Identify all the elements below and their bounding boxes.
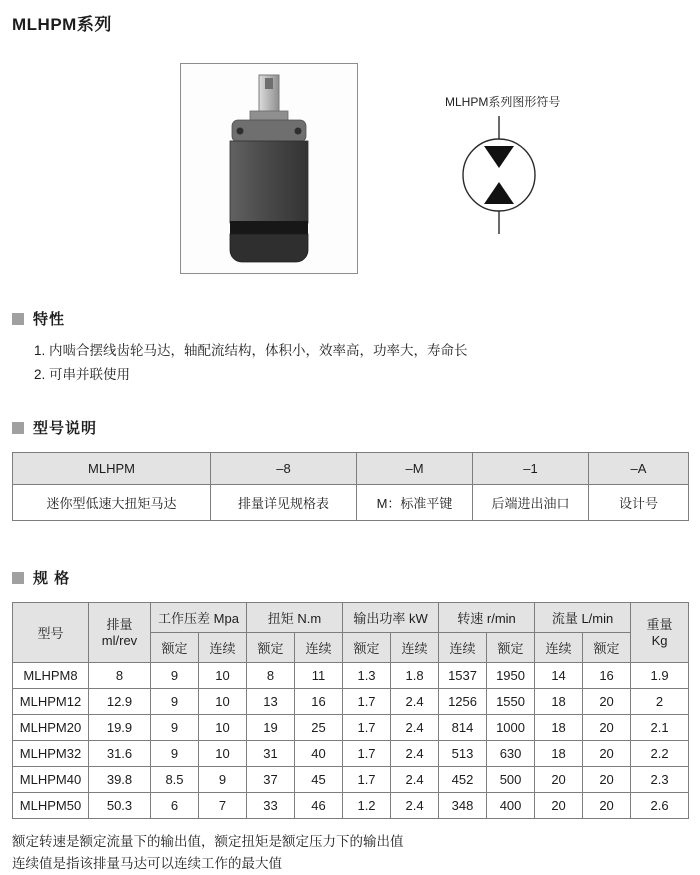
- spec-value-cell: 513: [439, 741, 487, 767]
- hero-section: [12, 63, 688, 276]
- spec-header-torque: 扭矩 N.m: [247, 603, 343, 633]
- spec-value-cell: 39.8: [89, 767, 151, 793]
- model-table-desc-row: [13, 485, 689, 521]
- spec-subheader-cell: 连续: [199, 633, 247, 663]
- flange-bolt: [237, 127, 244, 134]
- spec-value-cell: 1.7: [343, 715, 391, 741]
- spec-header-displacement-l1: 排量: [106, 616, 133, 632]
- spec-header-pressure: 工作压差 Mpa: [151, 603, 247, 633]
- spec-value-cell: 11: [295, 663, 343, 689]
- spec-value-cell: 9: [151, 663, 199, 689]
- model-header-cell: MLHPM: [13, 453, 211, 485]
- model-table-header-row: [13, 453, 689, 485]
- spec-value-cell: 1000: [487, 715, 535, 741]
- motor-product-image: [194, 69, 344, 269]
- spec-value-cell: 1.7: [343, 741, 391, 767]
- spec-value-cell: 1.7: [343, 689, 391, 715]
- spec-subheader-cell: 连续: [391, 633, 439, 663]
- spec-model-cell: MLHPM20: [13, 715, 89, 741]
- symbol-caption: MLHPM系列图形符号: [445, 95, 561, 109]
- product-photo-frame: [180, 63, 358, 274]
- spec-value-cell: 9: [151, 689, 199, 715]
- spec-value-cell: 20: [583, 767, 631, 793]
- spec-value-cell: 20: [583, 793, 631, 819]
- spec-subheader-cell: 连续: [535, 633, 583, 663]
- spec-header-speed: 转速 r/min: [439, 603, 535, 633]
- spec-row: [13, 663, 689, 689]
- spec-value-cell: 20: [583, 715, 631, 741]
- spec-value-cell: 14: [535, 663, 583, 689]
- feature-item: 1. 内啮合摆线齿轮马达，轴配流结构，体积小，效率高，功率大，寿命长: [34, 343, 468, 358]
- spec-value-cell: 18: [535, 715, 583, 741]
- spec-value-cell: 8.5: [151, 767, 199, 793]
- spec-header-row-1: [13, 603, 689, 633]
- spec-model-cell: MLHPM8: [13, 663, 89, 689]
- spec-value-cell: 45: [295, 767, 343, 793]
- spec-row: [13, 741, 689, 767]
- spec-value-cell: 9: [151, 715, 199, 741]
- spec-header-weight-l1: 重量: [646, 616, 673, 632]
- spec-value-cell: 1537: [439, 663, 487, 689]
- spec-value-cell: 16: [583, 663, 631, 689]
- spec-row: [13, 767, 689, 793]
- section-bullet-icon: [12, 572, 24, 584]
- spec-value-cell: 19: [247, 715, 295, 741]
- model-desc-cell: 后端进出油口: [473, 485, 589, 521]
- spec-header-weight: [631, 603, 689, 663]
- footnotes: [12, 831, 688, 875]
- model-header-cell: –8: [211, 453, 357, 485]
- spec-value-cell: 20: [583, 689, 631, 715]
- spec-value-cell: 630: [487, 741, 535, 767]
- spec-value-cell: 2.4: [391, 741, 439, 767]
- spec-subheader-cell: 额定: [487, 633, 535, 663]
- model-desc-cell: 设计号: [589, 485, 689, 521]
- spec-value-cell: 18: [535, 689, 583, 715]
- motor-end-cap: [230, 234, 308, 262]
- spec-value-cell: 452: [439, 767, 487, 793]
- spec-value-cell: 814: [439, 715, 487, 741]
- features-heading: [12, 308, 688, 329]
- spec-value-cell: 13: [247, 689, 295, 715]
- spec-value-cell: 1.9: [631, 663, 689, 689]
- spec-header-weight-l2: Kg: [651, 632, 668, 648]
- model-heading-text: 型号说明: [33, 420, 98, 437]
- spec-value-cell: 20: [535, 767, 583, 793]
- model-header-cell: –M: [357, 453, 473, 485]
- spec-subheader-cell: 额定: [151, 633, 199, 663]
- spec-value-cell: 33: [247, 793, 295, 819]
- spec-value-cell: 7: [199, 793, 247, 819]
- spec-value-cell: 19.9: [89, 715, 151, 741]
- spec-value-cell: 2.1: [631, 715, 689, 741]
- spec-value-cell: 10: [199, 663, 247, 689]
- features-heading-text: 特性: [33, 311, 66, 328]
- motor-seal-band: [230, 221, 308, 234]
- spec-value-cell: 10: [199, 689, 247, 715]
- hydraulic-motor-symbol: [437, 116, 561, 234]
- spec-row: [13, 715, 689, 741]
- spec-header-displacement-l2: ml/rev: [101, 632, 138, 648]
- spec-value-cell: 46: [295, 793, 343, 819]
- spec-model-cell: MLHPM50: [13, 793, 89, 819]
- spec-heading-text: 规 格: [33, 570, 71, 587]
- spec-value-cell: 1256: [439, 689, 487, 715]
- spec-value-cell: 2.4: [391, 767, 439, 793]
- spec-subheader-cell: 连续: [295, 633, 343, 663]
- spec-value-cell: 500: [487, 767, 535, 793]
- spec-value-cell: 1.2: [343, 793, 391, 819]
- spec-model-cell: MLHPM12: [13, 689, 89, 715]
- spec-value-cell: 1.8: [391, 663, 439, 689]
- spec-value-cell: 18: [535, 741, 583, 767]
- spec-subheader-cell: 额定: [583, 633, 631, 663]
- spec-model-cell: MLHPM32: [13, 741, 89, 767]
- feature-item: 2. 可串并联使用: [34, 367, 131, 382]
- spec-value-cell: 20: [535, 793, 583, 819]
- spec-value-cell: 348: [439, 793, 487, 819]
- spec-value-cell: 10: [199, 715, 247, 741]
- spec-value-cell: 1550: [487, 689, 535, 715]
- spec-value-cell: 12.9: [89, 689, 151, 715]
- spec-value-cell: 25: [295, 715, 343, 741]
- spec-value-cell: 20: [583, 741, 631, 767]
- spec-row: [13, 793, 689, 819]
- spec-header-flow: 流量 L/min: [535, 603, 631, 633]
- spec-value-cell: 2.4: [391, 793, 439, 819]
- spec-subheader-cell: 连续: [439, 633, 487, 663]
- shaft-collar: [250, 111, 288, 121]
- spec-row: [13, 689, 689, 715]
- page-title: MLHPM系列: [12, 15, 112, 34]
- spec-value-cell: 9: [151, 741, 199, 767]
- footnote-line: 额定转速是额定流量下的输出值，额定扭矩是额定压力下的输出值: [12, 834, 404, 849]
- spec-value-cell: 40: [295, 741, 343, 767]
- spec-value-cell: 2.2: [631, 741, 689, 767]
- spec-value-cell: 1.3: [343, 663, 391, 689]
- spec-table: [12, 602, 689, 819]
- spec-value-cell: 2: [631, 689, 689, 715]
- spec-value-cell: 9: [199, 767, 247, 793]
- spec-value-cell: 2.4: [391, 689, 439, 715]
- motor-body: [230, 141, 308, 223]
- model-heading: [12, 417, 688, 438]
- spec-header-power: 输出功率 kW: [343, 603, 439, 633]
- spec-value-cell: 400: [487, 793, 535, 819]
- spec-value-cell: 2.4: [391, 715, 439, 741]
- symbol-section: [437, 93, 587, 239]
- spec-subheader-cell: 额定: [247, 633, 295, 663]
- model-desc-cell: 排量详见规格表: [211, 485, 357, 521]
- spec-value-cell: 2.6: [631, 793, 689, 819]
- flange-bolt: [295, 127, 302, 134]
- spec-subheader-cell: 额定: [343, 633, 391, 663]
- spec-value-cell: 8: [89, 663, 151, 689]
- model-desc-cell: M：标准平键: [357, 485, 473, 521]
- spec-value-cell: 16: [295, 689, 343, 715]
- spec-value-cell: 31: [247, 741, 295, 767]
- spec-model-cell: MLHPM40: [13, 767, 89, 793]
- model-header-cell: –1: [473, 453, 589, 485]
- model-code-table: [12, 452, 689, 521]
- spec-value-cell: 2.3: [631, 767, 689, 793]
- spec-value-cell: 31.6: [89, 741, 151, 767]
- model-desc-cell: 迷你型低速大扭矩马达: [13, 485, 211, 521]
- spec-heading: [12, 567, 688, 588]
- footnote-line: 连续值是指该排量马达可以连续工作的最大值: [12, 856, 282, 871]
- model-header-cell: –A: [589, 453, 689, 485]
- spec-value-cell: 1950: [487, 663, 535, 689]
- spec-value-cell: 50.3: [89, 793, 151, 819]
- spec-value-cell: 10: [199, 741, 247, 767]
- section-bullet-icon: [12, 313, 24, 325]
- features-list: [34, 339, 688, 387]
- spec-header-displacement: [89, 603, 151, 663]
- spec-value-cell: 37: [247, 767, 295, 793]
- section-bullet-icon: [12, 422, 24, 434]
- spec-value-cell: 8: [247, 663, 295, 689]
- shaft-keyway: [265, 78, 273, 89]
- spec-value-cell: 1.7: [343, 767, 391, 793]
- spec-value-cell: 6: [151, 793, 199, 819]
- spec-header-model: 型号: [13, 603, 89, 663]
